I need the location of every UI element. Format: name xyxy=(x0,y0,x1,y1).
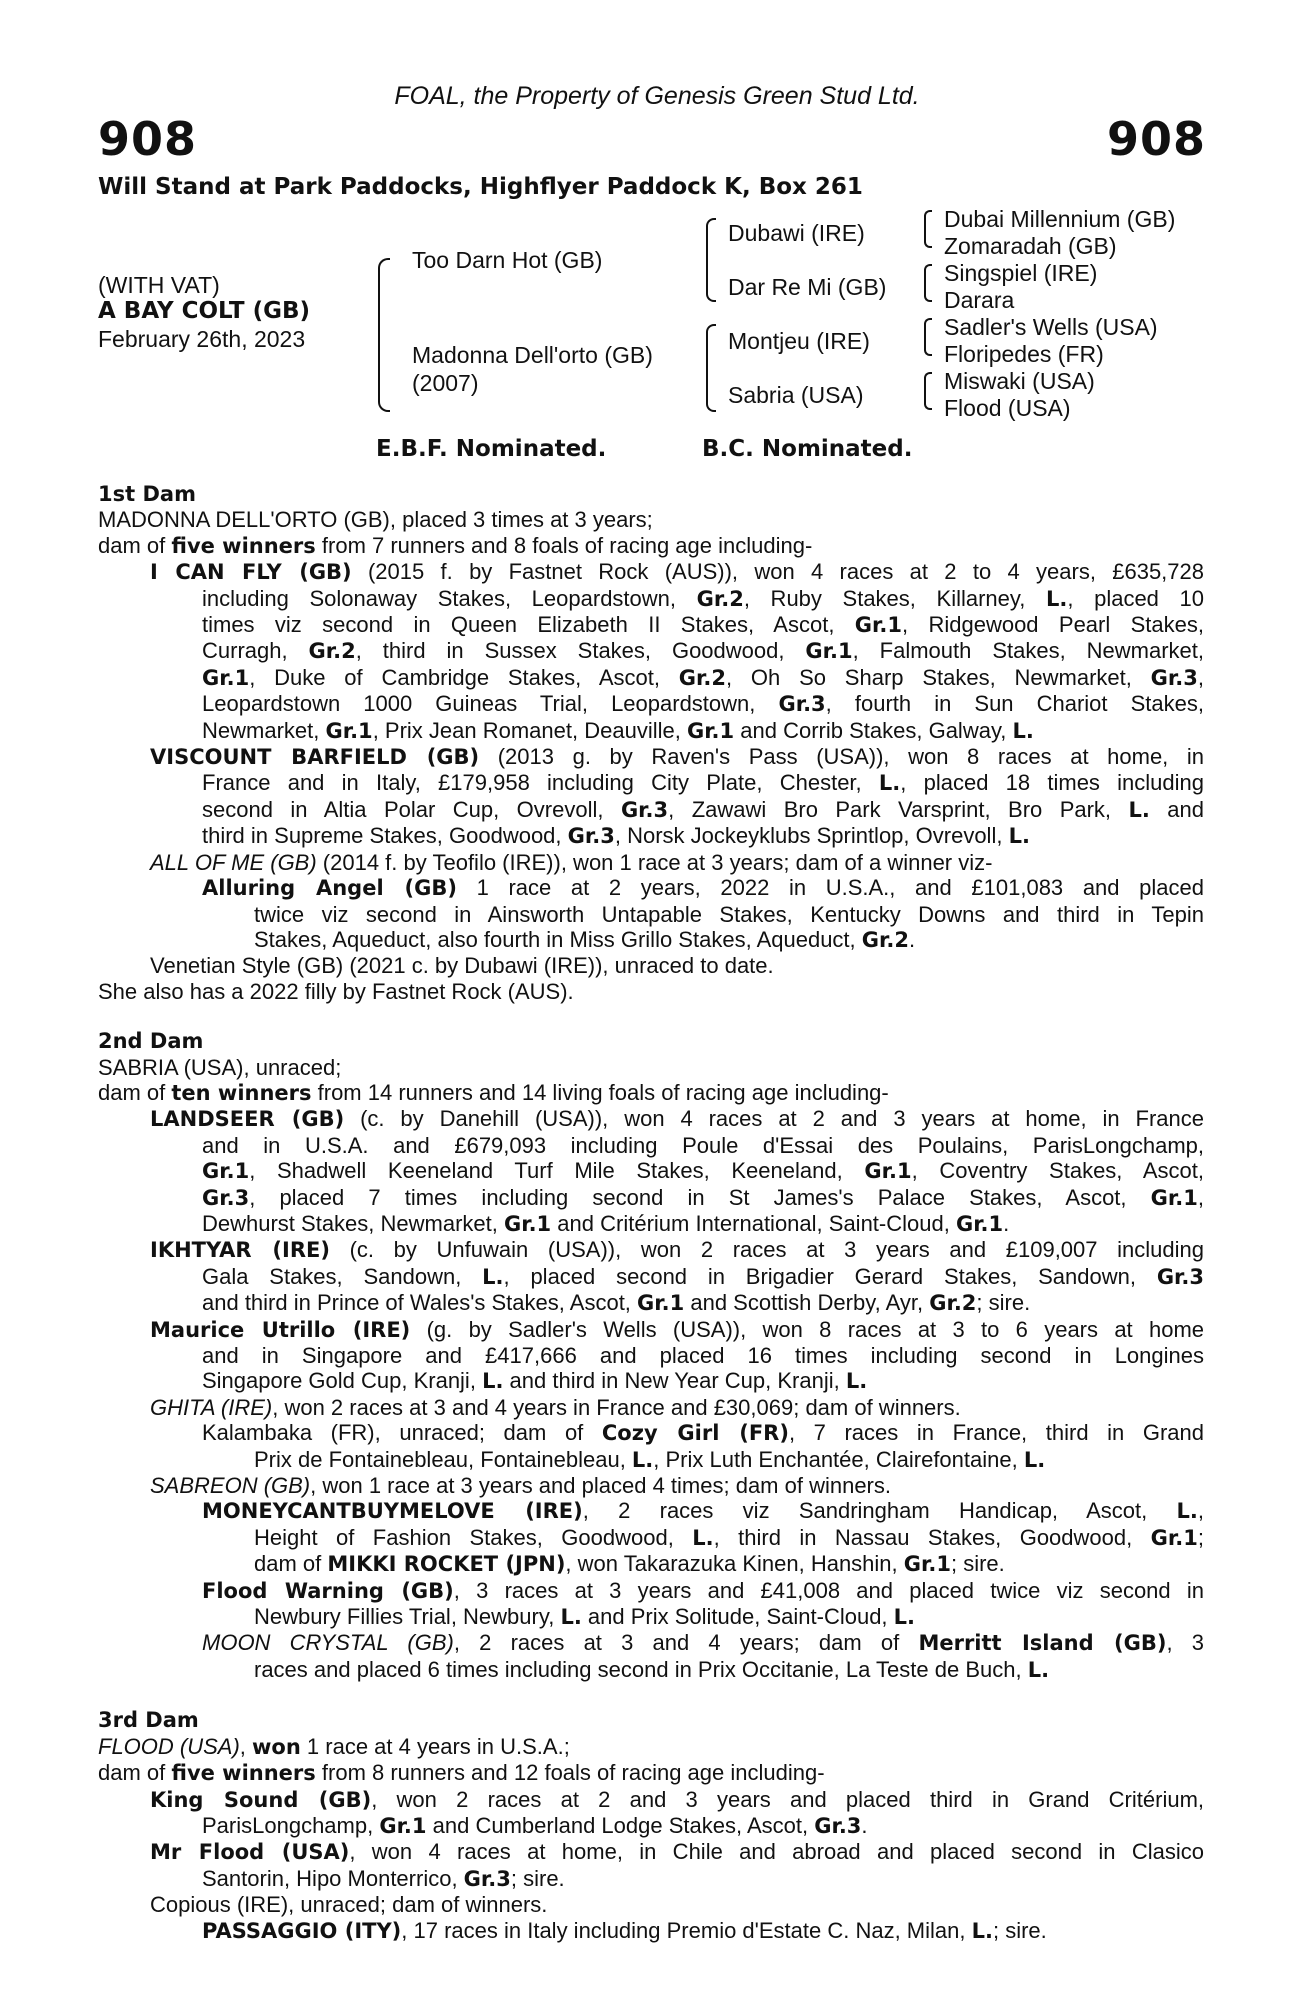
produce-maurice-utrillo: Maurice Utrillo (IRE) (g. by Sadler's Wells (USA)), won 8 races at 3 to 6 years at home xyxy=(150,1316,1205,1342)
brace-ds xyxy=(924,318,932,356)
sire: Too Darn Hot (GB) xyxy=(412,247,603,273)
produce-viscount-barfield: VISCOUNT BARFIELD (GB) (2013 g. by Raven's Pass (USA)), won 8 races at home, in xyxy=(150,744,1205,770)
lot-number-right: 908 xyxy=(1106,112,1206,166)
first-dam-also: She also has a 2022 filly by Fastnet Rock (AUS). xyxy=(98,978,574,1004)
third-dam-heading: 3rd Dam xyxy=(98,1708,199,1733)
brace-sd xyxy=(924,264,932,302)
produce-passaggio: PASSAGGIO (ITY), 17 races in Italy including Premio d'Estate C. Naz, Milan, L.; sire. xyxy=(202,1917,1047,1943)
third-dam-summary: FLOOD (USA), won 1 race at 4 years in U.S.A.; xyxy=(98,1733,570,1759)
produce-ikhtyar: IKHTYAR (IRE) (c. by Unfuwain (USA)), won 2 races at 3 years and £109,007 including xyxy=(150,1237,1204,1263)
pedigree-brace-main xyxy=(378,258,390,412)
produce-i-can-fly: I CAN FLY (GB) (2015 f. by Fastnet Rock (AUS)), won 4 races at 2 to 4 years, £635,728 xyxy=(150,559,1204,585)
produce-landseer: LANDSEER (GB) (c. by Danehill (USA)), won 4 races at 2 and 3 years at home, in France xyxy=(150,1106,1204,1132)
third-dam-produce: dam of five winners from 8 runners and 12 foals of racing age including- xyxy=(98,1760,825,1786)
dam-dam-dam: Flood (USA) xyxy=(944,395,1071,421)
pedigree-brace-dam xyxy=(706,324,716,412)
sire-sire: Dubawi (IRE) xyxy=(728,220,865,246)
produce-copious: Copious (IRE), unraced; dam of winners. xyxy=(150,1892,548,1918)
lot-number-left: 908 xyxy=(98,112,198,166)
foal-dob: February 26th, 2023 xyxy=(98,326,306,352)
dam: Madonna Dell'orto (GB) xyxy=(412,342,653,368)
pedigree-brace-sire xyxy=(706,218,716,302)
second-dam-produce: dam of ten winners from 14 runners and 14 living foals of racing age including- xyxy=(98,1079,889,1105)
produce-alluring-angel: Alluring Angel (GB) 1 race at 2 years, 2022 in U.S.A., and £101,083 and placed xyxy=(202,875,1205,901)
produce-ghita: GHITA (IRE), won 2 races at 3 and 4 years in France and £30,069; dam of winners. xyxy=(150,1394,961,1420)
produce-all-of-me: ALL OF ME (GB) (2014 f. by Teofilo (IRE)), won 1 race at 3 years; dam of a winner viz- xyxy=(150,849,993,875)
produce-flood-warning: Flood Warning (GB), 3 races at 3 years and £41,008 and placed twice viz second in xyxy=(202,1577,1204,1603)
dam-sire: Montjeu (IRE) xyxy=(728,328,870,354)
second-dam-heading: 2nd Dam xyxy=(98,1029,204,1054)
produce-moneycantbuymelove: MONEYCANTBUYMELOVE (IRE), 2 races viz Sandringham Handicap, Ascot, L., xyxy=(202,1498,1204,1524)
sire-dam-dam: Darara xyxy=(944,287,1015,313)
produce-kalambaka: Kalambaka (FR), unraced; dam of Cozy Girl (FR), 7 races in France, third in Grand xyxy=(202,1420,1205,1446)
first-dam-heading: 1st Dam xyxy=(98,482,196,506)
dam-sire-sire: Sadler's Wells (USA) xyxy=(944,314,1158,340)
produce-mr-flood: Mr Flood (USA), won 4 races at home, in Chile and abroad and placed second in Clasico xyxy=(150,1839,1204,1865)
first-dam-summary: MADONNA DELL'ORTO (GB), placed 3 times at 3 years; xyxy=(98,507,653,533)
first-dam-produce: dam of five winners from 7 runners and 8 foals of racing age including- xyxy=(98,532,813,558)
dam-sire-dam: Floripedes (FR) xyxy=(944,341,1104,367)
property-line: FOAL, the Property of Genesis Green Stud Ltd. xyxy=(394,82,920,110)
bc-nomination: B.C. Nominated. xyxy=(702,436,913,462)
produce-venetian-style: Venetian Style (GB) (2021 c. by Dubawi (IRE)), unraced to date. xyxy=(150,953,774,979)
sire-dam-sire: Singspiel (IRE) xyxy=(944,260,1098,286)
produce-sabreon: SABREON (GB), won 1 race at 3 years and placed 4 times; dam of winners. xyxy=(150,1473,891,1499)
foal-name: A BAY COLT (GB) xyxy=(98,298,311,324)
produce-moon-crystal: MOON CRYSTAL (GB), 2 races at 3 and 4 years; dam of Merritt Island (GB), 3 xyxy=(202,1630,1204,1656)
ebf-nomination: E.B.F. Nominated. xyxy=(376,436,607,462)
vat-note: (WITH VAT) xyxy=(98,272,220,298)
dam-dam: Sabria (USA) xyxy=(728,382,864,408)
sire-sire-sire: Dubai Millennium (GB) xyxy=(944,206,1176,232)
second-dam-summary: SABRIA (USA), unraced; xyxy=(98,1054,342,1080)
produce-king-sound: King Sound (GB), won 2 races at 2 and 3 years and placed third in Grand Critérium, xyxy=(150,1786,1205,1812)
brace-ss xyxy=(924,210,932,248)
dam-dam-sire: Miswaki (USA) xyxy=(944,368,1095,394)
sire-dam: Dar Re Mi (GB) xyxy=(728,274,887,300)
stand-location: Will Stand at Park Paddocks, Highflyer Paddock K, Box 261 xyxy=(98,174,863,200)
dam-year: (2007) xyxy=(412,370,479,396)
sire-sire-dam: Zomaradah (GB) xyxy=(944,233,1117,259)
brace-dd xyxy=(924,372,932,410)
pedigree-notes: 1st Dam MADONNA DELL'ORTO (GB), placed 3 times at 3 years; dam of five winners from 7 runners and 8 foals of racing age including- I CAN FLY (GB) (2015 f. by Fastnet Rock (AUS)), won 4 races at 2 to 4 years, £635,728 including Solonaway Stakes, Leopardstown, Gr.2, Ruby Stakes, Killarney, L., placed 10 times viz second in Queen Elizabeth II Stakes, Ascot, Gr.1, Ridgewood Pearl Stakes, Curragh, Gr.2, third in Sussex Stakes, Goodwood, Gr.1, Falmouth Stakes, Newmarket, Gr.1, Duke of Cambridge Stakes, Ascot, Gr.2, Oh So Sharp Stakes, Newmarket, Gr.3, Leopardstown 1000 Guineas Trial, Leopardstown, Gr.3, fourth in Sun Chariot Stakes, Newmarket, Gr.1, Prix Jean Romanet, Deauville, Gr.1 and Corrib Stakes, Galway, L. VISCOUNT BARFIELD (GB) (2013 g. by Raven's Pass (USA)), won 8 races at home, in France and in Italy, £179,958 including City Plate, Chester, L., placed 18 times including second in Altia Polar Cup, Ovrevoll, Gr.3, Zawawi Bro Park Varsprint, Bro Park, L. and third in Supreme Stakes, Goodwood, Gr.3, Norsk Jockeyklubs Sprintlop, Ovrevoll, L. ALL OF ME (GB) (2014 f. by Teofilo (IRE)), won 1 race at 3 years; dam of a winner viz- Alluring Angel (GB) 1 race at 2 years, 2022 in U.S.A., and £101,083 and placed twice viz second in Ainsworth Untapable Stakes, Kentucky Downs and third in Tepin Stakes, Aqueduct, also fourth in Miss Grillo Stakes, Aqueduct, Gr.2. Venetian Style (GB) (2021 c. by Dubawi (IRE)), unraced to date. She also has a 2022 filly by Fastnet Rock (AUS). 2nd Dam SABRIA (USA), unraced; dam of ten winners from 14 runners and 14 living foals of racing age including- LANDSEER (GB) (c. by Danehill (USA)), won 4 races at 2 and 3 years at home, in France and in U.S.A. and £679,093 including Poule d'Essai des Poulains, ParisLongchamp, Gr.1, Shadwell Keeneland Turf Mile Stakes, Keeneland, Gr.1, Coventry Stakes, Ascot, Gr.3, placed 7 times including second in St James's Palace Stakes, Ascot, Gr.1, Dewhurst Stakes, Newmarket, Gr.1 and Critérium International, Saint-Cloud, Gr.1. IKHTYAR (IRE) (c. by Unfuwain (USA)), won 2 races at 3 years and £109,007 including Gala Stakes, Sandown, L., placed second in Brigadier Gerard Stakes, Sandown, Gr.3 and third in Prince of Wales's Stakes, Ascot, Gr.1 and Scottish Derby, Ayr, Gr.2; sire. Maurice Utrillo (IRE) (g. by Sadler's Wells (USA)), won 8 races at 3 to 6 years at home and in Singapore and £417,666 and placed 16 times including second in Longines Singapore Gold Cup, Kranji, L. and third in New Year Cup, Kranji, L. GHITA (IRE), won 2 races at 3 and 4 years in France and £30,069; dam of winners. Kalambaka (FR), unraced; dam of Cozy Girl (FR), 7 races in France, third in Grand Prix de Fontainebleau, Fontainebleau, L., Prix Luth Enchantée, Clairefontaine, L. SABREON (GB), won 1 race at 3 years and placed 4 times; dam of winners. MONEYCANTBUYMELOVE (IRE), 2 races viz Sandringham Handicap, Ascot, L., Height of Fashion Stakes, Goodwood, L., third in Nassau Stakes, Goodwood, Gr.1; dam of MIKKI ROCKET (JPN), won Takarazuka Kinen, Hanshin, Gr.1; sire. Flood Warning (GB), 3 races at 3 years and £41,008 and placed twice viz second in Newbury Fillies Trial, Newbury, L. and Prix Solitude, Saint-Cloud, L. MOON CRYSTAL (GB), 2 races at 3 and 4 years; dam of Merritt Island (GB), 3 races and placed 6 times including second in Prix Occitanie, La Teste de Buch, L. 3rd Dam FLOOD (USA), won 1 race at 4 years in U.S.A.; dam of five winners from 8 runners and 12 foals of racing age including- King Sound (GB), won 2 races at 2 and 3 years and placed third in Grand Critérium, ParisLongchamp, Gr.1 and Cumberland Lodge Stakes, Ascot, Gr.3. Mr Flood (USA), won 4 races at home, in Chile and abroad and placed second in Clasico Santorin, Hipo Monterrico, Gr.3; sire. Copious (IRE), unraced; dam of winners. PASSAGGIO (ITY), 17 races in Italy including Premio d'Estate C. Naz, Milan, L.; sire. xyxy=(98,482,1205,1943)
